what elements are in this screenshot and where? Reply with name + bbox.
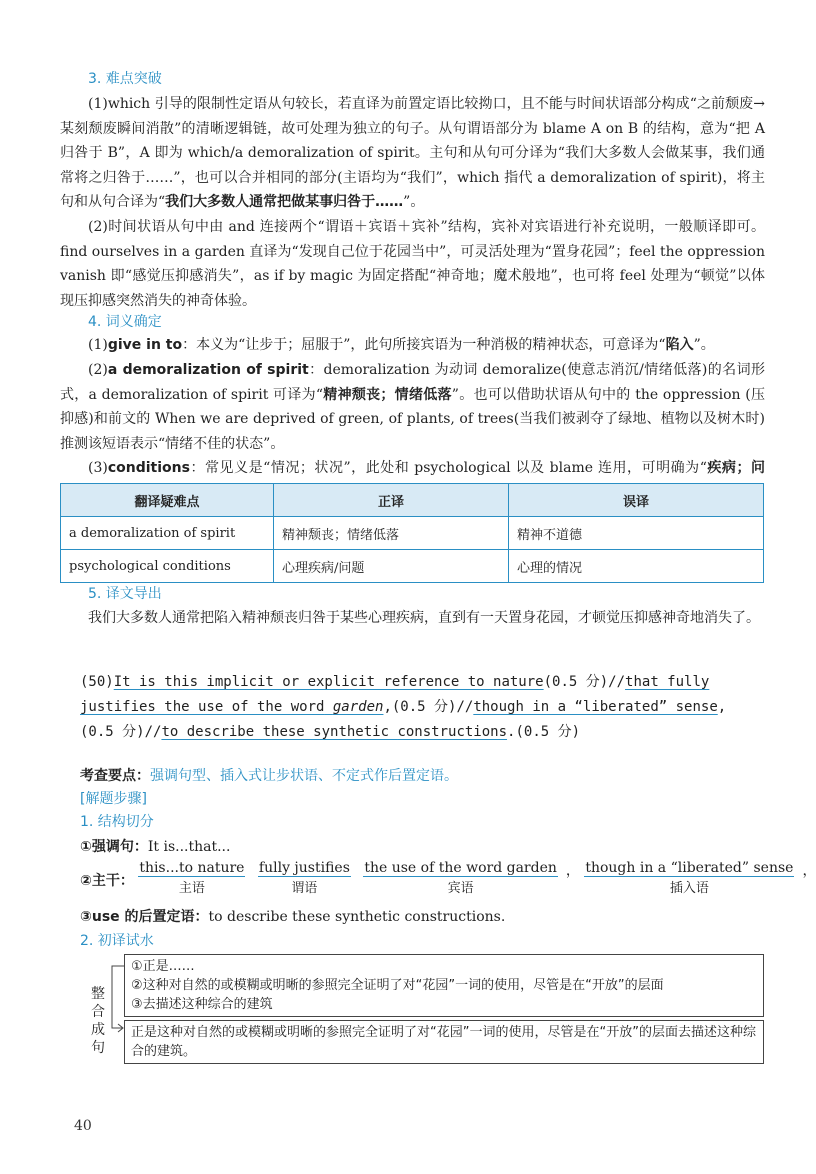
structure-segment xyxy=(584,860,794,896)
emphatic-line xyxy=(80,836,230,856)
table-header: 误译 xyxy=(509,484,764,517)
p3-prefix: (3) xyxy=(88,460,108,476)
merge-char: 合 xyxy=(91,1004,105,1020)
segment-text: fully justifies xyxy=(258,860,350,876)
segment-1: It is this implicit or explicit reference to nature xyxy=(113,674,544,690)
p2-prefix: (2) xyxy=(88,362,108,378)
merged-sentence-box: 正是这种对自然的或模糊或明晰的参照完全证明了对“花园”一词的使用，尽管是在“开放”的层面去描述这种综合的建筑。 xyxy=(124,1020,764,1064)
segment-text: though in a “liberated” sense xyxy=(585,860,794,876)
segment-4a: to describe these synthetic xyxy=(161,724,390,740)
main-label: ②主干： xyxy=(80,873,134,889)
p1-bold-phrase: 我们大多数人通常把做某事归咎于…… xyxy=(165,194,404,210)
structure-segment xyxy=(258,860,351,896)
merge-char: 整 xyxy=(91,986,105,1002)
table-cell: 心理疾病/问题 xyxy=(274,550,509,583)
p1-desc: ：本义为“让步于；屈服于”，此句所接宾语为一种消极的精神状态，可意译为“ xyxy=(182,337,666,353)
p3-bold: 疾病；问 xyxy=(706,460,765,476)
question-number: (50) xyxy=(80,674,114,690)
structure-segment xyxy=(138,860,245,896)
translation-table xyxy=(60,483,764,583)
table-header-row xyxy=(61,484,764,517)
segment-4 xyxy=(161,724,507,740)
question-50 xyxy=(80,670,750,745)
merge-char: 句 xyxy=(91,1040,105,1056)
paragraph-meaning-2 xyxy=(60,358,765,456)
merge-char: 成 xyxy=(91,1022,105,1038)
bracket-arrow xyxy=(106,960,126,1040)
draft-line: ②这种对自然的或模糊或明晰的参照完全证明了对“花园”一词的使用，尽管是在“开放”的层面 xyxy=(131,978,664,993)
p2-end: ”。也可以借助状语从句中的 the oppression (压抑感)和前文的 When we are deprived of green, of plants, of trees(当我们被剥夺了绿地、植物以及树木时)推测该短语表示“情绪不佳的状态”。 xyxy=(60,386,765,452)
table-cell: psychological conditions xyxy=(61,550,274,583)
p2-bold: 精神颓丧；情绪低落 xyxy=(323,386,452,403)
structure-segment xyxy=(363,860,558,896)
paragraph-meaning-1 xyxy=(60,333,765,358)
p2-desc: ：demoralization 为动词 demoralize(使意志消沉/情绪低落)的名词形式，a demoralization of spirit 可译为“ xyxy=(60,362,765,403)
final-translation: 我们大多数人通常把陷入精神颓丧归咎于某些心理疾病，直到有一天置身花园，才顿觉压抑感神奇地消失了。 xyxy=(88,610,760,626)
table-row xyxy=(61,517,764,550)
segment-caption: 宾语 xyxy=(447,881,474,896)
paragraph-difficulty-1 xyxy=(60,92,765,215)
step-2-heading: 2. 初译试水 xyxy=(80,933,154,949)
table-row xyxy=(61,550,764,583)
term-conditions: conditions xyxy=(107,460,190,476)
draft-lines-box xyxy=(124,954,764,1017)
p1-text: (1)which 引导的限制性定语从句较长，若直译为前置定语比较拗口，且不能与时间状语部分构成“之前颓废→某刻颓废瞬间消散”的清晰逻辑链，故可处理为独立的句子。从句谓语部分为 blame A on B 的结构，意为“把 A 归咎于 B”，A 即为 which/a demoralization of spirit。主句和从句可分译为“我们大多数人会做某事，我们通常将之归咎于……”，也可以合并相同的部分(主语均为“我们”，which 指代 a demoralization of spirit)，将主句和从句合译为“我们大多数人通常把做某事归咎于……”。 xyxy=(60,96,765,210)
p1-bold: 陷入 xyxy=(665,337,694,353)
emphatic-text: It is...that... xyxy=(147,839,231,855)
draft-line: ③去描述这种综合的建筑 xyxy=(131,997,273,1012)
steps-heading: [解题步骤] xyxy=(80,791,147,807)
key-points-text: 强调句型、插入式让步状语、不定式作后置定语。 xyxy=(150,768,458,784)
p3-desc: ：常见义是“情况；状况”，此处和 psychological 以及 blame 连用，可明确为“ xyxy=(189,460,707,476)
score-4: .(0.5 分) xyxy=(507,724,581,740)
segment-text: the use of the word garden xyxy=(364,860,557,876)
segment-3: though in a “liberated” sense xyxy=(473,699,718,715)
table-cell: 精神不道德 xyxy=(509,517,764,550)
emphatic-label: ①强调句： xyxy=(80,839,148,855)
use-text: to describe these synthetic constructions. xyxy=(208,909,506,925)
segment-caption: 谓语 xyxy=(291,881,318,896)
use-attributive xyxy=(80,906,505,926)
segment-text: this...to nature xyxy=(139,860,245,876)
step-1-heading: 1. 结构切分 xyxy=(80,814,154,830)
segment-2-text: that fully justifies the use of the word xyxy=(80,674,710,715)
key-points xyxy=(80,765,458,785)
draft-line: ①正是…… xyxy=(131,959,195,974)
section-heading-word-meaning: 4. 词义确定 xyxy=(88,314,162,330)
p1-prefix: (1) xyxy=(88,337,108,353)
paragraph-difficulty-2: (2)时间状语从句中由 and 连接两个“谓语＋宾语＋宾补”结构，宾补对宾语进行补充说明，一般顺译即可。find ourselves in a garden 直译为“发现自己位于花园当中”，可灵活处理为“置身花园”；feel the oppression vanish 即“感觉压抑感消失”，as if by magic 为固定搭配“神奇地；魔术般地”，也可将 feel 处理为“顿觉”以体现压抑感突然消失的神奇体验。 xyxy=(60,219,765,309)
score-3: ,(0.5 分)// xyxy=(80,699,727,740)
section-heading-difficulty: 3. 难点突破 xyxy=(88,71,162,87)
main-structure xyxy=(80,860,816,896)
section-heading-translation: 5. 译文导出 xyxy=(88,586,162,602)
segment-caption: 主语 xyxy=(178,881,205,896)
comma: ， xyxy=(565,863,580,879)
score-2: ,(0.5 分)// xyxy=(383,699,474,715)
comma: ， xyxy=(802,863,816,879)
table-header: 正译 xyxy=(274,484,509,517)
key-points-label: 考查要点： xyxy=(80,768,150,784)
segment-caption: 插入语 xyxy=(669,881,709,896)
segment-2-italic: garden xyxy=(332,699,384,715)
table-cell: a demoralization of spirit xyxy=(61,517,274,550)
table-cell: 精神颓丧；情绪低落 xyxy=(274,517,509,550)
use-label: ③use 的后置定语： xyxy=(80,909,209,925)
p1-end: ”。 xyxy=(693,337,715,353)
page-number: 40 xyxy=(74,1118,92,1134)
table-cell: 心理的情况 xyxy=(509,550,764,583)
merge-label xyxy=(90,985,106,1057)
segment-4b: constructions xyxy=(397,724,508,740)
score-1: (0.5 分)// xyxy=(543,674,626,690)
term-give-in-to: give in to xyxy=(107,337,183,353)
term-demoralization: a demoralization of spirit xyxy=(107,362,309,378)
table-header: 翻译疑难点 xyxy=(61,484,274,517)
